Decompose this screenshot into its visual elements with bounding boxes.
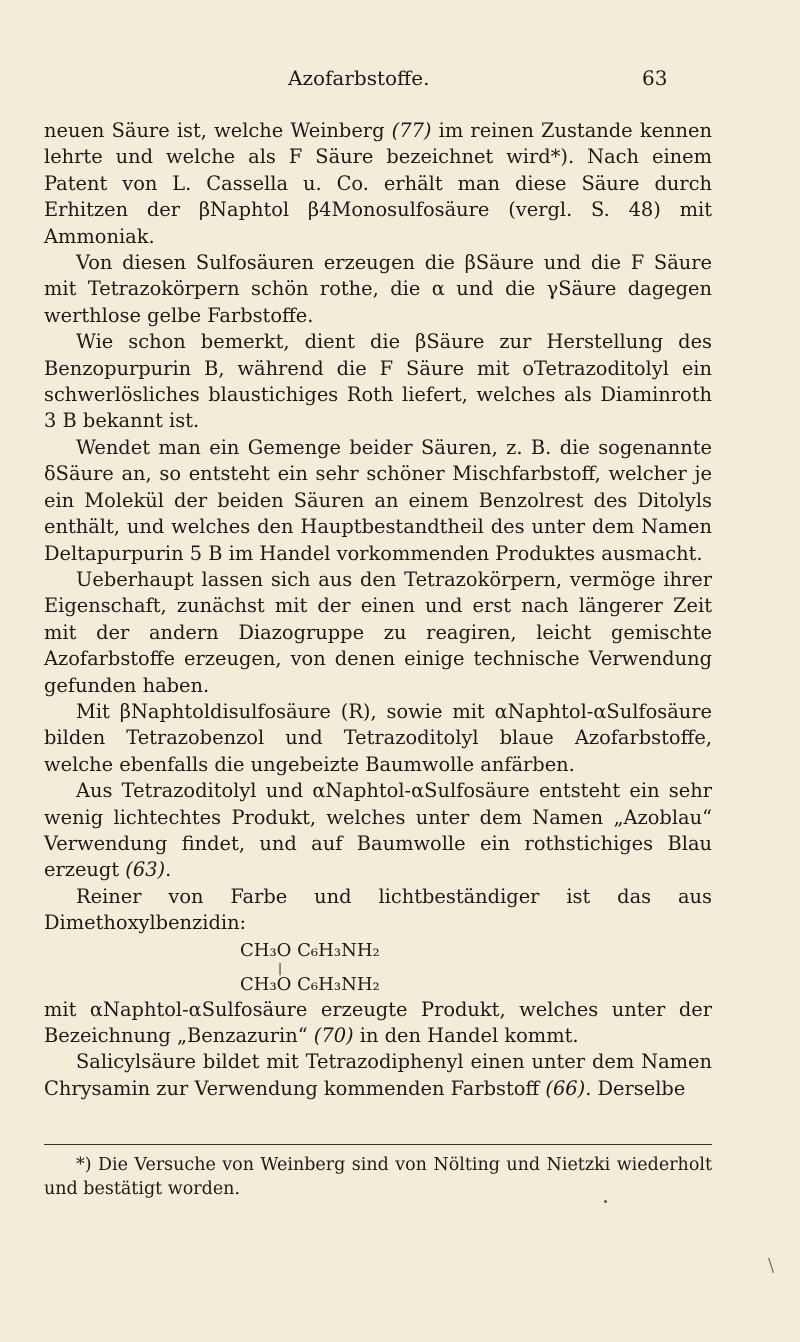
- text-run: .: [165, 858, 172, 882]
- paragraph: [44, 567, 712, 699]
- formula-bond: |: [278, 960, 283, 975]
- paragraph: [44, 997, 712, 1050]
- margin-mark: \: [768, 1255, 775, 1276]
- running-header: [0, 66, 800, 96]
- reference-number: (77): [391, 119, 432, 142]
- formula-line: CH₃O C₆H₃NH₂: [240, 973, 380, 995]
- text-run: neuen Säure ist, welche Weinberg: [44, 119, 392, 142]
- page-body: [44, 118, 712, 1102]
- paragraph: [44, 1049, 712, 1102]
- text-run: Von diesen Sulfosäuren erzeugen die βSäure und die F Säure mit Tetrazokörpern schön rothe, die α und die γSäure dagegen werthlose gelbe Farbstoffe.: [44, 251, 712, 327]
- text-run: . Derselbe: [585, 1076, 686, 1100]
- paragraph: [44, 884, 712, 937]
- paragraph: [44, 699, 712, 778]
- paragraph: [44, 250, 712, 329]
- header-title: Azofarbstoffe.: [288, 66, 430, 90]
- footnote-rule: [44, 1144, 712, 1145]
- text-run: mit αNaphtol-αSulfosäure erzeugte Produkt, welches unter der Bezeichnung „Benzazurin“: [44, 997, 712, 1047]
- text-run: Ueberhaupt lassen sich aus den Tetrazokörpern, vermöge ihrer Eigenschaft, zunächst mit der einen und erst nach längerer Zeit mit der andern Diazogruppe zu reagiren, leicht gemischte Azofarbstoffe erzeugen, von denen einige technische Verwendung gefunden haben.: [44, 567, 712, 697]
- reference-number: (70): [313, 1024, 354, 1047]
- paragraph: [44, 329, 712, 435]
- text-run: Wendet man ein Gemenge beider Säuren, z. B. die sogenannte δSäure an, so entsteht ein sehr schöner Mischfarbstoff, welcher je ein Molekül der beiden Säuren an einem Benzolrest des Ditolyls enthält, und welches den Hauptbestandtheil des unter dem Namen Deltapurpurin 5 B im Handel vorkommenden Produktes ausmacht.: [44, 435, 712, 565]
- formula-line: CH₃O C₆H₃NH₂: [240, 939, 380, 961]
- paragraph: [44, 118, 712, 250]
- text-run: Aus Tetrazoditolyl und αNaphtol-αSulfosäure entsteht ein sehr wenig lichtechtes Produkt, welches unter dem Namen „Azoblau“ Verwendung findet, und auf Baumwolle ein rothstichiges Blau erzeugt: [44, 779, 712, 882]
- paragraph: [44, 435, 712, 567]
- reference-number: (63): [125, 858, 166, 882]
- text-run: Salicylsäure bildet mit Tetrazodiphenyl einen unter dem Namen Chrysamin zur Verwendung kommenden Farbstoff: [44, 1050, 712, 1100]
- footnote: *) Die Versuche von Weinberg sind von Nölting und Nietzki wiederholt und bestätigt worden.: [44, 1155, 712, 1199]
- ink-speck: [604, 1200, 607, 1203]
- text-run: in den Handel kommt.: [353, 1024, 579, 1047]
- text-run: im reinen Zustande kennen lehrte und welche als F Säure bezeichnet wird*). Nach einem Patent von L. Cassella u. Co. erhält man diese Säure durch Erhitzen der βNaphtol β4Monosulfosäure (vergl. S. 48) mit Ammoniak.: [44, 119, 712, 248]
- reference-number: (66): [545, 1076, 586, 1100]
- page-number: 63: [642, 66, 668, 90]
- text-run: Reiner von Farbe und lichtbeständiger ist das aus Dimethoxylbenzidin:: [44, 884, 712, 935]
- text-run: Wie schon bemerkt, dient die βSäure zur Herstellung des Benzopurpurin B, während die F Säure mit oTetrazoditolyl ein schwerlösliches blaustichiges Roth liefert, welches als Diaminroth 3 B bekannt ist.: [44, 330, 712, 433]
- paragraph: [44, 778, 712, 884]
- chemical-formula: [240, 939, 712, 997]
- text-run: Mit βNaphtoldisulfosäure (R), sowie mit αNaphtol-αSulfosäure bilden Tetrazobenzol und Tetrazoditolyl blaue Azofarbstoffe, welche ebenfalls die ungebeizte Baumwolle anfärben.: [44, 699, 712, 776]
